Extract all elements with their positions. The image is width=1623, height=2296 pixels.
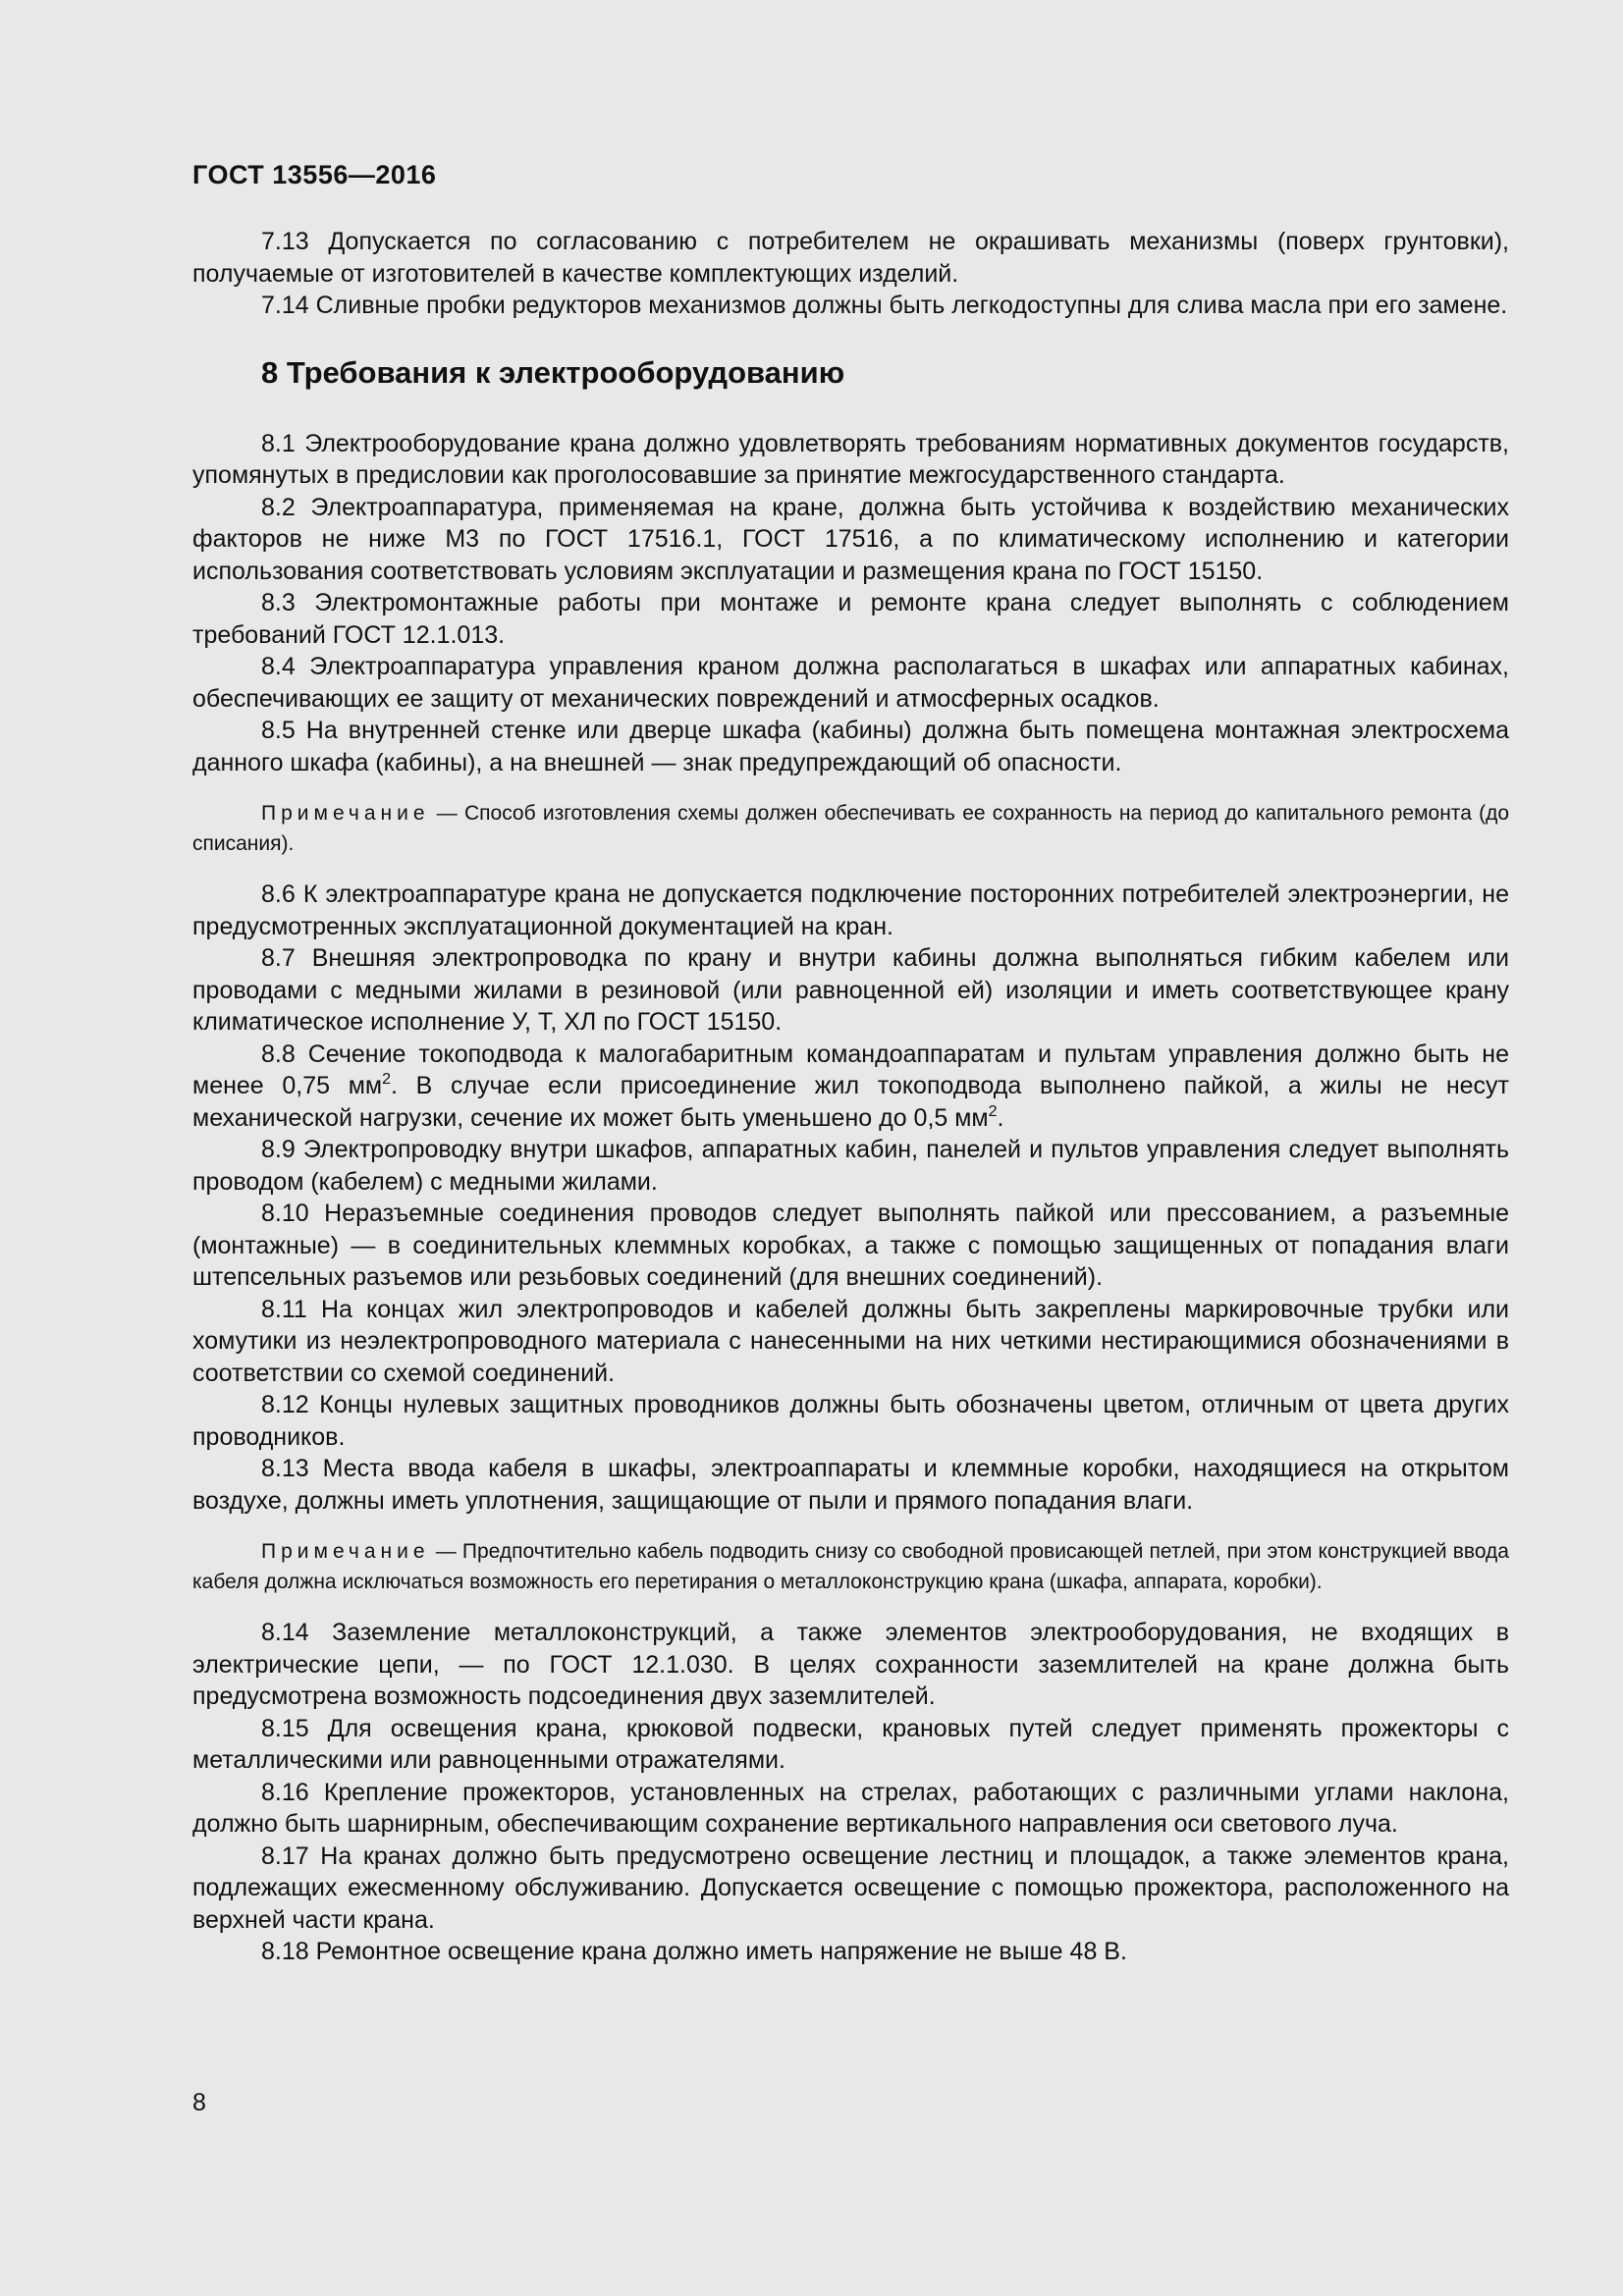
paragraph-8-8-part2: . В случае если присоединение жил токоподвода выполнено пайкой, а жилы не несут механической нагрузки, сечение их может быть уменьшено до 0,5 мм (192, 1072, 1509, 1132)
paragraph-8-18: 8.18 Ремонтное освещение крана должно иметь напряжение не выше 48 В. (261, 1938, 1127, 1965)
paragraph-7-13: 7.13 Допускается по согласованию с потребителем не окрашивать механизмы (поверх грунтовки), получаемые от изготовителей в качестве комплектующих изделий. (192, 228, 1509, 288)
note-text: — Предпочтительно кабель подводить снизу со свободной провисающей петлей, при этом конструкцией ввода кабеля должна исключаться возможность его перетирания о металлоконструкцию крана (шкафа, аппарата, коробки). (192, 1540, 1509, 1593)
paragraph-8-6: 8.6 К электроаппаратуре крана не допускается подключение посторонних потребителей электроэнергии, не предусмотренных эксплуатационной документацией на кран. (192, 881, 1509, 940)
paragraph-8-2: 8.2 Электроаппаратура, применяемая на кране, должна быть устойчива к воздействию механических факторов не ниже М3 по ГОСТ 17516.1, ГОСТ 17516, а по климатическому исполнению и категории использования соответствовать условиям эксплуатации и размещения крана по ГОСТ 15150. (192, 493, 1509, 585)
section-title: 8 Требования к электрооборудованию (261, 354, 845, 390)
note-label: Примечание (261, 802, 430, 825)
note-text: — Способ изготовления схемы должен обеспечивать ее сохранность на период до капитального ремонта (до списания). (192, 802, 1509, 855)
document-code-header: ГОСТ 13556—2016 (192, 160, 437, 189)
paragraph-8-11: 8.11 На концах жил электропроводов и кабелей должны быть закреплены маркировочные трубки или хомутики из неэлектропроводного материала с нанесенными на них четкими нестирающимися обозначениями в соответствии со схемой соединений. (192, 1295, 1509, 1387)
paragraph-8-4: 8.4 Электроаппаратура управления краном должна располагаться в шкафах или аппаратных кабинах, обеспечивающих ее защиту от механических повреждений и атмосферных осадков. (192, 653, 1509, 713)
paragraph-8-10: 8.10 Неразъемные соединения проводов следует выполнять пайкой или прессованием, а разъемные (монтажные) — в соединительных клеммных коробках, а также с помощью защищенных от попадания влаги штепсельных разъемов или резьбовых соединений (для внешних соединений). (192, 1200, 1509, 1291)
superscript: 2 (988, 1102, 998, 1120)
paragraph-8-17: 8.17 На кранах должно быть предусмотрено освещение лестниц и площадок, а также элементов крана, подлежащих ежесменному обслуживанию. Допускается освещение с помощью прожектора, расположенного на верхней части крана. (192, 1842, 1509, 1934)
paragraph-8-14: 8.14 Заземление металлоконструкций, а также элементов электрооборудования, не входящих в электрические цепи, — по ГОСТ 12.1.030. В целях сохранности заземлителей на кране должна быть предусмотрена возможность подсоединения двух заземлителей. (192, 1619, 1509, 1710)
paragraph-8-8-part1: 8.8 Сечение токоподвода к малогабаритным командоаппаратам и пультам управления должно быть не менее 0,75 мм (192, 1040, 1509, 1099)
superscript: 2 (382, 1071, 392, 1088)
paragraph-8-5: 8.5 На внутренней стенке или дверце шкафа (кабины) должна быть помещена монтажная электросхема данного шкафа (кабины), а на внешней — знак предупреждающий об опасности. (192, 717, 1509, 776)
paragraph-8-15: 8.15 Для освещения крана, крюковой подвески, крановых путей следует применять прожекторы с металлическими или равноценными отражателями. (192, 1714, 1509, 1774)
paragraph-8-8 (192, 1039, 1509, 1135)
note-scheme (192, 798, 1509, 859)
paragraph-8-13: 8.13 Места ввода кабеля в шкафы, электроаппараты и клеммные коробки, находящиеся на открытом воздухе, должны иметь уплотнения, защищающие от пыли и прямого попадания влаги. (192, 1455, 1509, 1515)
note-label: Примечание (261, 1540, 430, 1563)
note-cable (192, 1536, 1509, 1597)
page-number: 8 (192, 2089, 206, 2116)
paragraph-8-16: 8.16 Крепление прожекторов, установленных на стрелах, работающих с различными углами наклона, должно быть шарнирным, обеспечивающим сохранение вертикального направления оси светового луча. (192, 1778, 1509, 1838)
paragraph-8-12: 8.12 Концы нулевых защитных проводников должны быть обозначены цветом, отличным от цвета других проводников. (192, 1391, 1509, 1451)
paragraph-8-1: 8.1 Электрооборудование крана должно удовлетворять требованиям нормативных документов государств, упомянутых в предисловии как проголосовавшие за принятие межгосударственного стандарта. (192, 429, 1509, 489)
paragraph-8-7: 8.7 Внешняя электропроводка по крану и внутри кабины должна выполняться гибким кабелем или проводами с медными жилами в резиновой (или равноценной ей) изоляции и иметь соответствующее крану климатическое исполнение У, Т, ХЛ по ГОСТ 15150. (192, 944, 1509, 1036)
paragraph-8-3: 8.3 Электромонтажные работы при монтаже и ремонте крана следует выполнять с соблюдением требований ГОСТ 12.1.013. (192, 589, 1509, 649)
paragraph-8-9: 8.9 Электропроводку внутри шкафов, аппаратных кабин, панелей и пультов управления следует выполнять проводом (кабелем) с медными жилами. (192, 1136, 1509, 1196)
paragraph-8-8-part3: . (997, 1103, 1004, 1132)
paragraph-7-14: 7.14 Сливные пробки редукторов механизмов должны быть легкодоступны для слива масла при его замене. (261, 292, 1508, 319)
